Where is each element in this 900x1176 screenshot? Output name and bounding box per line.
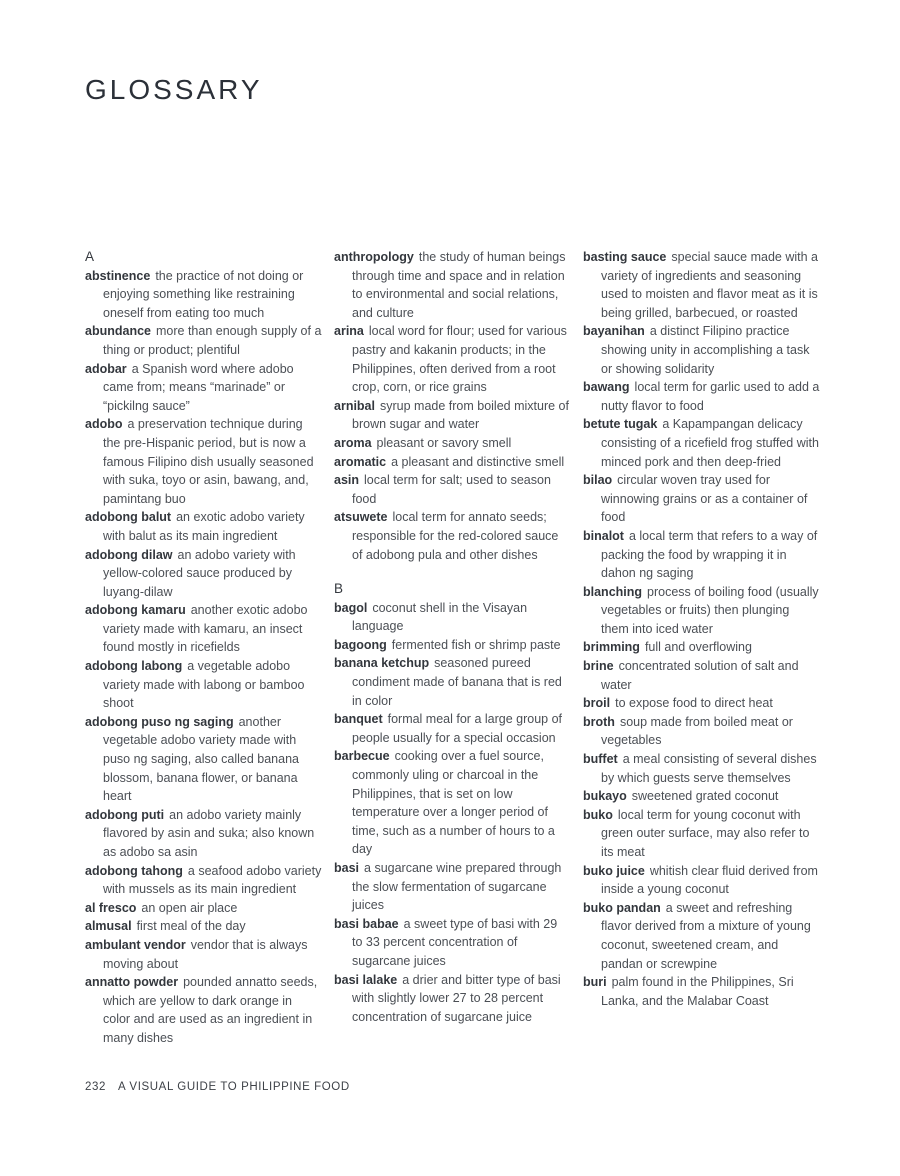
entry-definition: special sauce made with a variety of ingredients and seasoning used to moisten and flavor meat as it is being grilled, barbecued, or roasted	[601, 250, 818, 320]
entry-definition: pounded annatto seeds, which are yellow to dark orange in color and are used as an ingredient in many dishes	[103, 975, 318, 1045]
entry-term: basi babae	[334, 916, 399, 931]
entry-term: buri	[583, 975, 607, 990]
entry-term: al fresco	[85, 900, 137, 915]
entry-term: basi	[334, 861, 360, 875]
glossary-entry	[583, 787, 820, 806]
footer-book-title: A VISUAL GUIDE TO PHILIPPINE FOOD	[118, 1081, 350, 1093]
entry-definition: the study of human beings through time and space and in relation to environmental and social relations, and culture	[352, 250, 566, 320]
entry-term: aromatic	[334, 454, 387, 469]
entry-term: banquet	[334, 712, 383, 727]
entry-term: basting sauce	[583, 250, 667, 264]
entry-definition: sweetened grated coconut	[631, 789, 779, 804]
glossary-entry	[334, 248, 571, 322]
entry-definition: an adobo variety with yellow-colored sauce produced by luyang-dilaw	[103, 547, 296, 599]
glossary-entry	[583, 806, 820, 862]
entry-term: brimming	[583, 640, 640, 655]
entry-definition: local term for salt; used to season food	[352, 473, 551, 506]
entry-term: aroma	[334, 435, 372, 450]
page-number: 232	[85, 1081, 106, 1093]
entry-term: broth	[583, 714, 615, 729]
glossary-entry	[85, 806, 322, 862]
entry-term: broil	[583, 696, 611, 711]
entry-definition: concentrated solution of salt and water	[601, 659, 799, 692]
glossary-entry	[583, 471, 820, 527]
glossary-entry	[583, 973, 820, 1010]
glossary-entry	[85, 936, 322, 973]
entry-term: adobong kamaru	[85, 603, 186, 618]
entry-definition: pleasant or savory smell	[376, 435, 512, 450]
entry-definition: a vegetable adobo variety made with labong or bamboo shoot	[103, 659, 305, 711]
entry-definition: the practice of not doing or enjoying something like restraining oneself from eating too much	[103, 268, 304, 320]
entry-definition: an open air place	[141, 900, 238, 915]
entry-term: ambulant vendor	[85, 937, 186, 952]
entry-definition: process of boiling food (usually vegetables or fruits) then plunging them into iced water	[601, 584, 819, 636]
entry-definition: a distinct Filipino practice showing unity in accomplishing a task or showing solidarity	[601, 324, 810, 376]
glossary-entry	[583, 694, 820, 713]
glossary-entry	[85, 322, 322, 359]
glossary-entry	[583, 657, 820, 694]
page-footer	[85, 1081, 350, 1093]
section-header-b: B	[334, 581, 344, 597]
entry-definition: another vegetable adobo variety made with puso ng saging, also called banana blossom, banana flower, or banana heart	[103, 714, 299, 804]
entry-term: adobong tahong	[85, 863, 183, 878]
entry-definition: more than enough supply of a thing or product; plentiful	[103, 324, 322, 357]
glossary-entry	[583, 750, 820, 787]
entry-definition: local term for young coconut with green outer surface, may also refer to its meat	[601, 807, 810, 859]
glossary-entry	[583, 638, 820, 657]
entry-term: brine	[583, 659, 614, 674]
glossary-entry	[85, 360, 322, 416]
page-title: GLOSSARY	[85, 74, 263, 105]
glossary-entry	[334, 747, 571, 859]
entry-term: bayanihan	[583, 324, 645, 339]
glossary-entry	[85, 508, 322, 545]
entry-term: betute tugak	[583, 417, 658, 432]
glossary-entry	[85, 657, 322, 713]
entry-term: almusal	[85, 919, 132, 934]
entry-definition: local term for garlic used to add a nutty flavor to food	[601, 380, 820, 413]
entry-definition: palm found in the Philippines, Sri Lanka, and the Malabar Coast	[601, 975, 794, 1008]
glossary-entry	[583, 862, 820, 899]
entry-definition: formal meal for a large group of people usually for a special occasion	[352, 712, 562, 745]
entry-term: buko juice	[583, 863, 645, 878]
entry-definition: a meal consisting of several dishes by which guests serve themselves	[601, 752, 817, 785]
entry-definition: local term for annato seeds; responsible for the red-colored sauce of adobong pula and other dishes	[352, 510, 559, 562]
entry-term: barbecue	[334, 749, 390, 764]
entry-term: adobong puti	[85, 807, 165, 822]
entry-term: asin	[334, 473, 360, 488]
entry-term: buffet	[583, 752, 618, 767]
glossary-entry	[334, 636, 571, 655]
entry-definition: local word for flour; used for various pastry and kakanin products; in the Philippines, often derived from a root crop, corn, or rice grains	[352, 324, 567, 395]
entry-definition: another exotic adobo variety made with kamaru, an insect found mostly in ricefields	[103, 603, 308, 655]
entry-definition: soup made from boiled meat or vegetables	[601, 714, 793, 748]
glossary-entry	[583, 713, 820, 750]
section-header-a: A	[85, 249, 95, 264]
glossary-entry	[583, 527, 820, 583]
glossary-entry	[583, 583, 820, 639]
entry-definition: an adobo variety mainly flavored by asin and suka; also known as adobo sa asin	[103, 807, 315, 859]
entry-definition: a preservation technique during the pre-Hispanic period, but is now a famous Filipino dish usually seasoned with suka, toyo or asin, bawang, and, pamintang buo	[103, 417, 314, 506]
entry-term: adobar	[85, 361, 127, 376]
entry-definition: a sugarcane wine prepared through the slow fermentation of sugarcane juices	[352, 861, 562, 913]
glossary-column-2	[334, 248, 571, 1048]
glossary-entry	[583, 322, 820, 378]
entry-term: bawang	[583, 380, 630, 395]
entry-term: adobo	[85, 417, 123, 432]
glossary-entry	[334, 471, 571, 508]
entry-definition: a Spanish word where adobo came from; means “marinade” or “pickilng sauce”	[103, 361, 294, 413]
entry-term: bagoong	[334, 637, 387, 652]
entry-term: adobong labong	[85, 659, 183, 674]
glossary-entry	[334, 654, 571, 710]
glossary-column-1	[85, 248, 322, 1048]
entry-term: adobong puso ng saging	[85, 714, 234, 729]
entry-term: basi lalake	[334, 972, 398, 987]
glossary-entry	[583, 248, 820, 322]
entry-term: adobong dilaw	[85, 547, 173, 562]
entry-term: binalot	[583, 528, 624, 543]
entry-definition: a pleasant and distinctive smell	[391, 454, 565, 469]
glossary-entry	[85, 267, 322, 323]
entry-definition: whitish clear fluid derived from inside a young coconut	[601, 863, 818, 897]
entry-term: adobong balut	[85, 510, 172, 525]
glossary-entry	[85, 862, 322, 899]
entry-definition: full and overflowing	[644, 640, 752, 655]
entry-definition: a local term that refers to a way of packing the food by wrapping it in dahon ng saging	[601, 528, 818, 581]
glossary-entry	[334, 434, 571, 453]
entry-definition: circular woven tray used for winnowing grains or as a container of food	[601, 473, 808, 525]
glossary-entry	[334, 599, 571, 636]
glossary-column-3	[583, 248, 820, 1048]
glossary-entry	[85, 917, 322, 936]
entry-term: annatto powder	[85, 975, 179, 990]
entry-term: arina	[334, 324, 364, 339]
glossary-entry	[334, 859, 571, 915]
entry-term: buko	[583, 807, 613, 822]
entry-term: banana ketchup	[334, 656, 430, 671]
glossary-entry	[583, 378, 820, 415]
glossary-entry	[85, 546, 322, 602]
glossary-entry	[334, 971, 571, 1027]
entry-definition: a sweet and refreshing flavor derived from a mixture of young coconut, sweetened cream, and pandan or screwpine	[601, 900, 811, 971]
entry-definition: to expose food to direct heat	[615, 696, 773, 711]
glossary-entry	[334, 508, 571, 564]
entry-term: buko pandan	[583, 900, 661, 915]
entry-definition: first meal of the day	[136, 919, 246, 934]
entry-term: bilao	[583, 473, 613, 488]
glossary-entry	[334, 915, 571, 971]
glossary-entry	[334, 453, 571, 472]
glossary-entry	[334, 710, 571, 747]
entry-definition: syrup made from boiled mixture of brown sugar and water	[352, 398, 569, 432]
entry-definition: a drier and bitter type of basi with slightly lower 27 to 28 percent concentration of sugarcane juice	[352, 972, 561, 1024]
entry-definition: seasoned pureed condiment made of banana that is red in color	[352, 656, 562, 708]
entry-definition: fermented fish or shrimp paste	[391, 637, 561, 652]
entry-definition: vendor that is always moving about	[103, 937, 308, 971]
glossary-entry	[334, 397, 571, 434]
entry-definition: cooking over a fuel source, commonly uling or charcoal in the Philippines, that is set on low temperature over a longer period of time, such as a number of hours to a day	[352, 749, 555, 857]
glossary-columns	[85, 248, 822, 1048]
glossary-entry	[334, 322, 571, 396]
entry-definition: coconut shell in the Visayan language	[352, 600, 528, 634]
entry-definition: a seafood adobo variety with mussels as its main ingredient	[103, 863, 322, 897]
entry-definition: a sweet type of basi with 29 to 33 percent concentration of sugarcane juices	[352, 916, 558, 968]
entry-term: abstinence	[85, 268, 151, 283]
entry-term: arnibal	[334, 398, 375, 413]
glossary-entry	[85, 973, 322, 1047]
entry-term: bukayo	[583, 789, 627, 804]
entry-term: atsuwete	[334, 510, 388, 525]
entry-definition: a Kapampangan delicacy consisting of a ricefield frog stuffed with minced pork and then deep-fried	[601, 417, 819, 469]
glossary-entry	[583, 415, 820, 471]
entry-term: anthropology	[334, 250, 414, 264]
glossary-entry	[85, 601, 322, 657]
glossary-entry	[583, 899, 820, 973]
entry-definition: an exotic adobo variety with balut as its main ingredient	[103, 510, 305, 543]
glossary-entry	[85, 899, 322, 918]
entry-term: bagol	[334, 600, 368, 615]
entry-term: blanching	[583, 584, 643, 599]
glossary-entry	[85, 713, 322, 806]
glossary-entry	[85, 415, 322, 508]
entry-term: abundance	[85, 324, 151, 339]
